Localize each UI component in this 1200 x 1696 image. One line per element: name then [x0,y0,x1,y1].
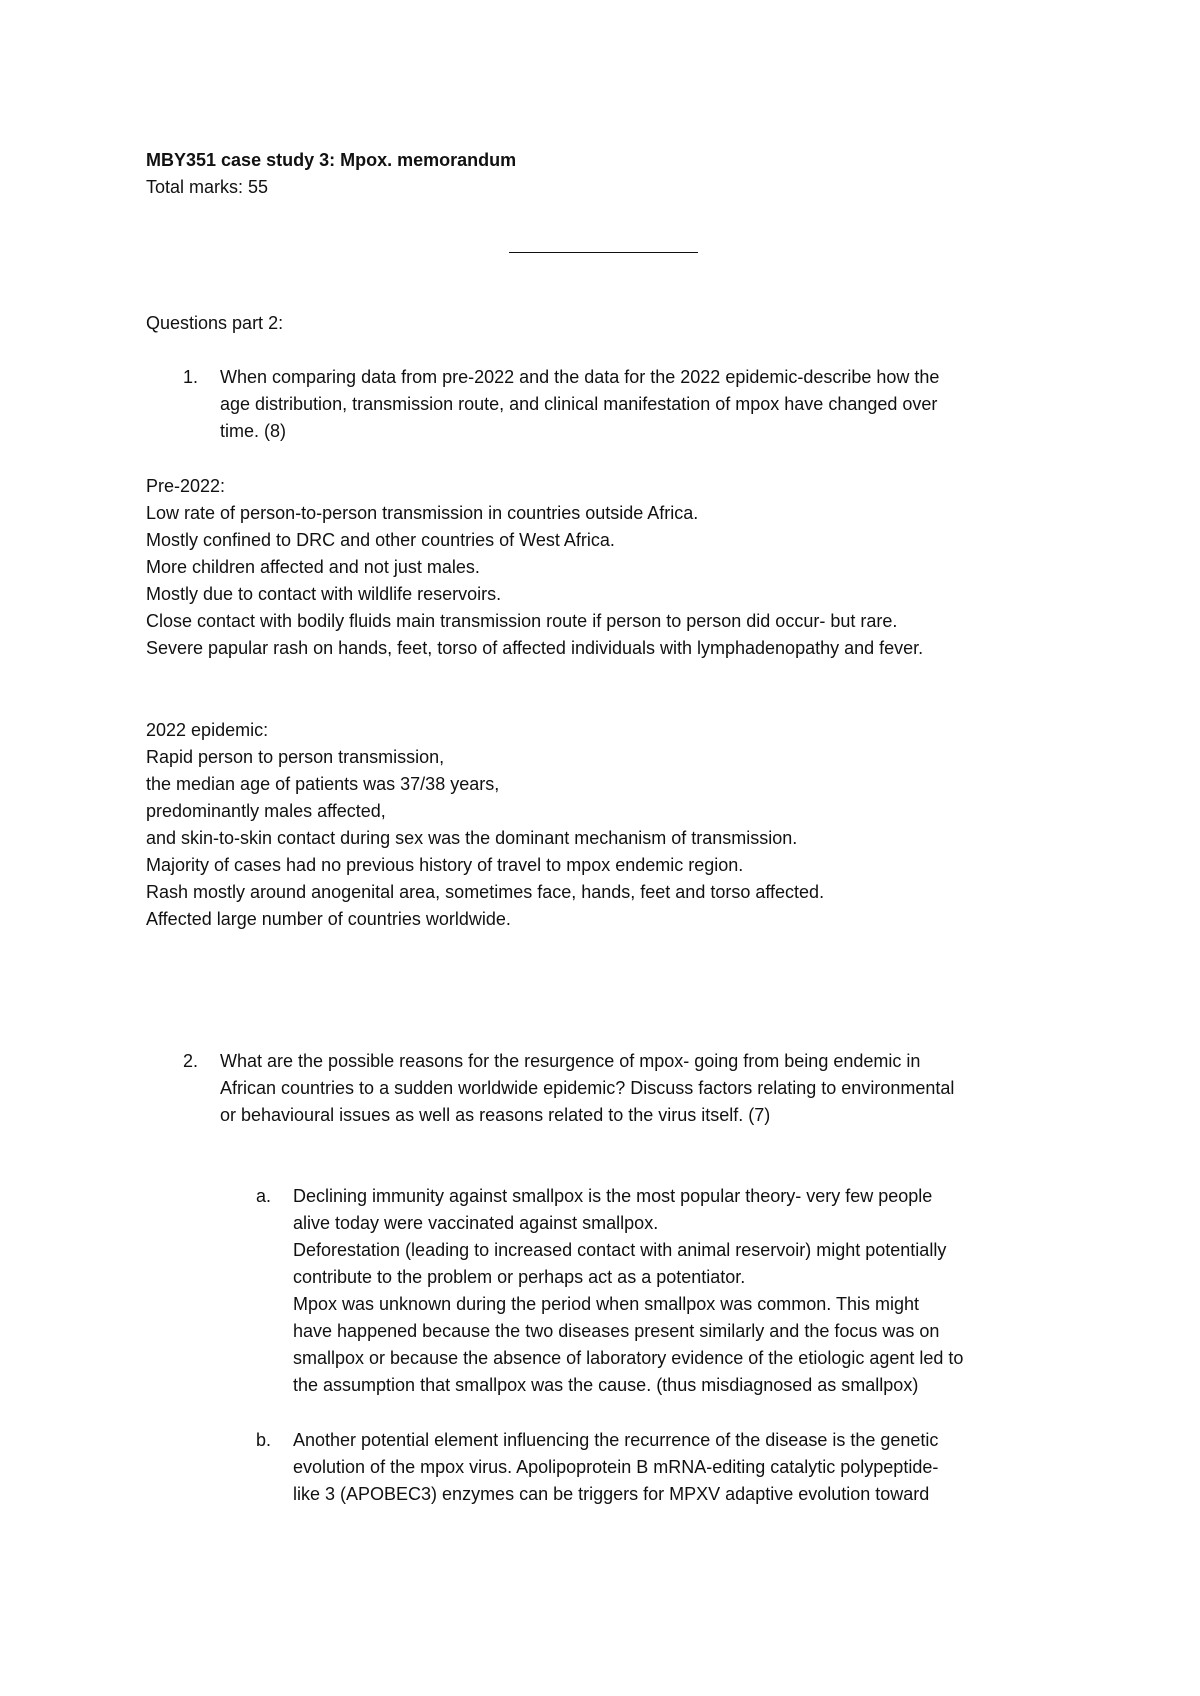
answer-a-line: Mpox was unknown during the period when smallpox was common. This might [293,1294,919,1314]
pre-2022-line: More children affected and not just males. [146,557,480,577]
question-1-line: age distribution, transmission route, and clinical manifestation of mpox have changed over [220,394,938,414]
answer-a-line: alive today were vaccinated against smallpox. [293,1213,659,1233]
question-2-line: African countries to a sudden worldwide epidemic? Discuss factors relating to environmental [220,1078,955,1098]
document-title: MBY351 case study 3: Mpox. memorandum [146,150,517,170]
answer-a-line: Declining immunity against smallpox is the most popular theory- very few people [293,1186,933,1206]
epidemic-2022-line: Majority of cases had no previous history of travel to mpox endemic region. [146,855,744,875]
question-1-line: time. (8) [220,421,287,441]
pre-2022-line: Mostly confined to DRC and other countries of West Africa. [146,530,615,550]
answer-b-line: like 3 (APOBEC3) enzymes can be triggers for MPXV adaptive evolution toward [293,1484,930,1504]
pre-2022-line: Severe papular rash on hands, feet, torso of affected individuals with lymphadenopathy and fever. [146,638,924,658]
total-marks: Total marks: 55 [146,177,269,197]
epidemic-2022-line: and skin-to-skin contact during sex was the dominant mechanism of transmission. [146,828,798,848]
answer-a-line: the assumption that smallpox was the cause. (thus misdiagnosed as smallpox) [293,1375,919,1395]
question-1-line: When comparing data from pre-2022 and the data for the 2022 epidemic-describe how the [220,367,940,387]
question-2-number: 2. [183,1051,199,1071]
answer-a-line: contribute to the problem or perhaps act as a potentiator. [293,1267,746,1287]
answer-a-line: smallpox or because the absence of laboratory evidence of the etiologic agent led to [293,1348,964,1368]
epidemic-2022-line: Affected large number of countries worldwide. [146,909,511,929]
epidemic-2022-line: predominantly males affected, [146,801,386,821]
answer-b-line: Another potential element influencing the recurrence of the disease is the genetic [293,1430,939,1450]
pre-2022-line: Low rate of person-to-person transmission in countries outside Africa. [146,503,699,523]
epidemic-2022-line: Rash mostly around anogenital area, sometimes face, hands, feet and torso affected. [146,882,825,902]
pre-2022-line: Mostly due to contact with wildlife reservoirs. [146,584,502,604]
question-1-number: 1. [183,367,199,387]
answer-a-line: have happened because the two diseases present similarly and the focus was on [293,1321,940,1341]
pre-2022-heading: Pre-2022: [146,476,226,496]
part-heading: Questions part 2: [146,313,284,333]
answer-a-marker: a. [256,1186,272,1206]
answer-b-marker: b. [256,1430,272,1450]
epidemic-2022-line: the median age of patients was 37/38 years, [146,774,500,794]
answer-b-line: evolution of the mpox virus. Apolipoprotein B mRNA-editing catalytic polypeptide- [293,1457,939,1477]
pre-2022-line: Close contact with bodily fluids main transmission route if person to person did occur- but rare. [146,611,898,631]
question-2-line: or behavioural issues as well as reasons related to the virus itself. (7) [220,1105,771,1125]
divider-line [509,252,698,253]
epidemic-2022-line: Rapid person to person transmission, [146,747,445,767]
answer-a-line: Deforestation (leading to increased contact with animal reservoir) might potentially [293,1240,947,1260]
epidemic-2022-heading: 2022 epidemic: [146,720,269,740]
question-2-line: What are the possible reasons for the resurgence of mpox- going from being endemic in [220,1051,921,1071]
